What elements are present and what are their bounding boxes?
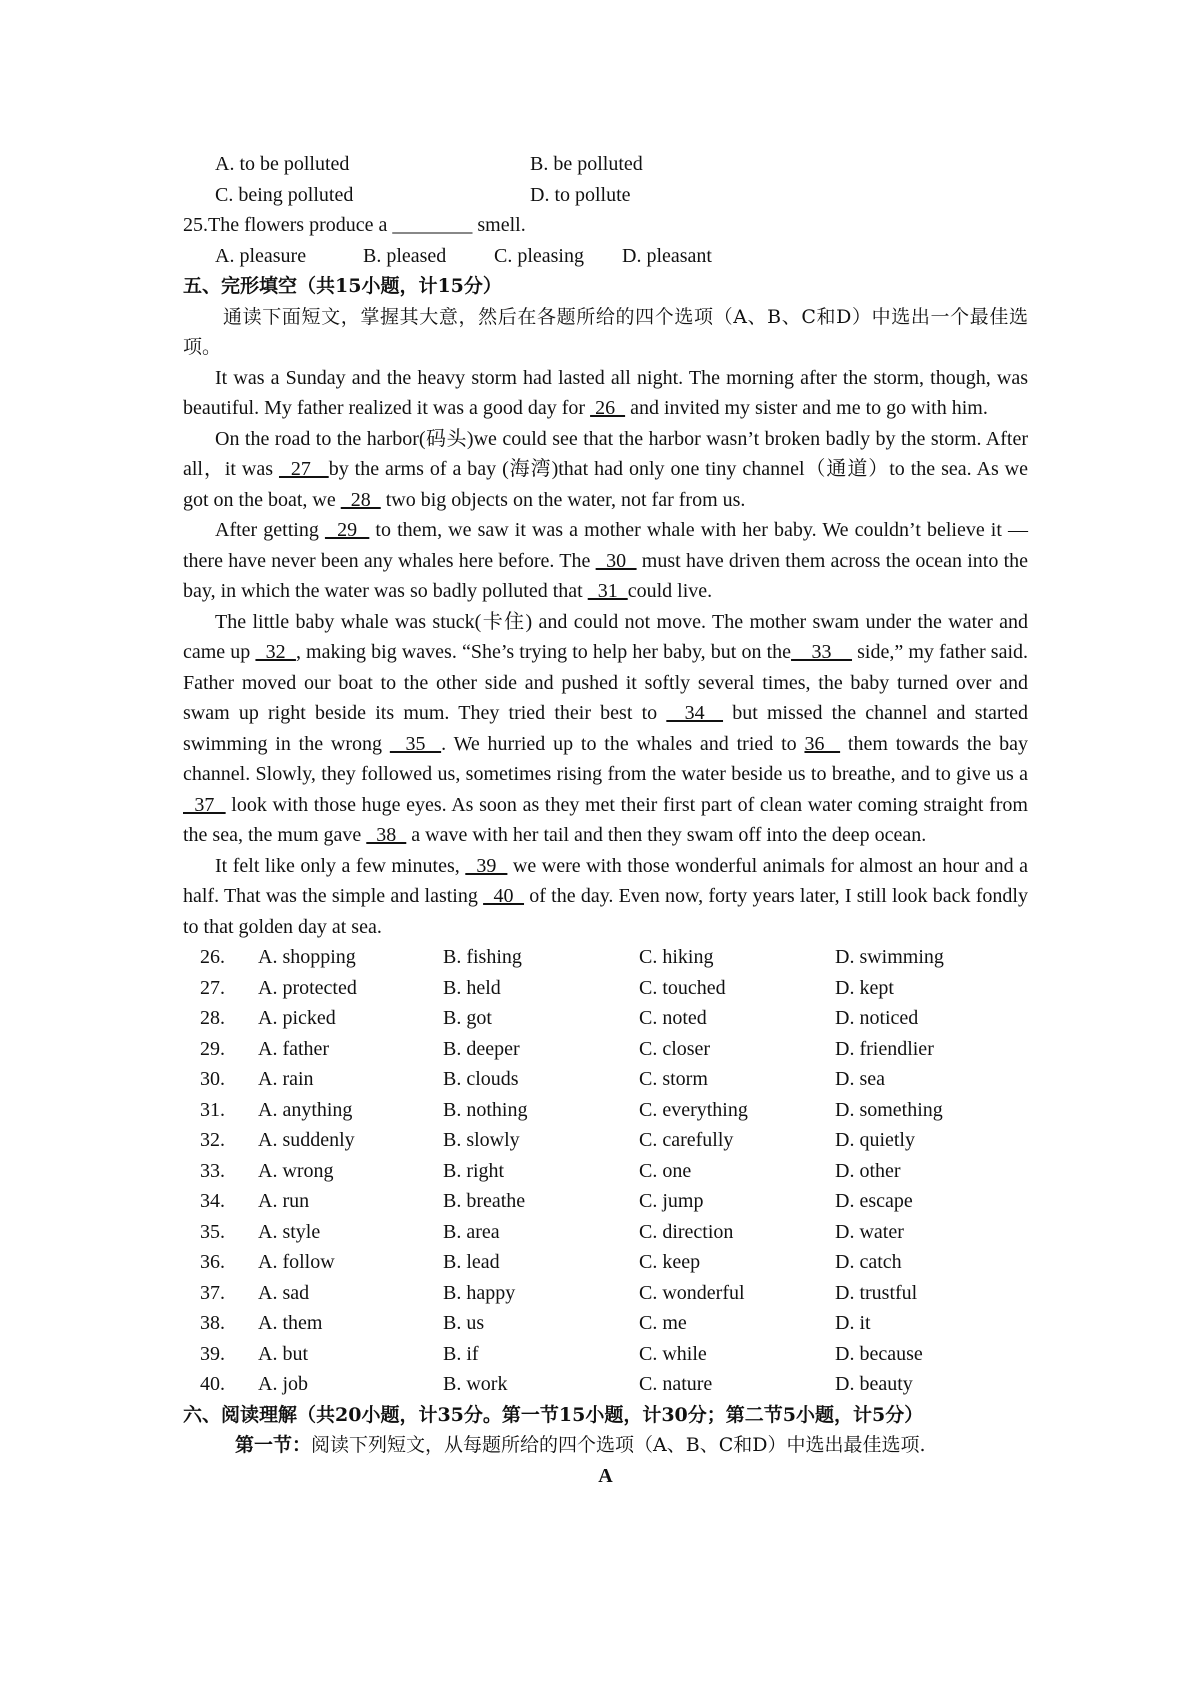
answer-option-c: C. everything <box>639 1098 748 1121</box>
answer-option-a: A. protected <box>258 976 357 999</box>
answer-option-d: D. quietly <box>835 1129 915 1151</box>
answer-row <box>183 1278 1028 1309</box>
blank-29: 29 <box>324 519 370 541</box>
answer-option-d: D. because <box>835 1342 923 1365</box>
answer-option-b: B. work <box>443 1373 508 1395</box>
q25-option-b: B. pleased <box>363 244 447 267</box>
answer-row <box>183 1034 1028 1065</box>
answer-row <box>183 1217 1028 1248</box>
answer-option-c: C. nature <box>639 1373 713 1395</box>
q25-option-d: D. pleasant <box>622 244 712 267</box>
answer-option-a: A. rain <box>258 1068 314 1090</box>
blank-38: 38 <box>366 824 407 846</box>
answer-option-a: A. but <box>258 1342 308 1365</box>
blank-37: 37 <box>183 793 226 816</box>
blank-27: 27 <box>278 458 329 480</box>
answer-option-b: B. deeper <box>443 1037 520 1060</box>
answer-option-a: A. sad <box>258 1281 310 1304</box>
answer-option-d: D. catch <box>835 1251 902 1273</box>
answer-option-b: B. held <box>443 976 501 999</box>
answer-option-c: C. wonderful <box>639 1281 745 1304</box>
answer-row <box>183 1064 1028 1095</box>
answer-option-b: B. us <box>443 1312 485 1334</box>
answer-option-b: B. right <box>443 1159 505 1182</box>
answer-number: 32. <box>200 1129 225 1151</box>
q24-option-d: D. to pollute <box>530 183 631 206</box>
q24-option-b: B. be polluted <box>530 153 643 175</box>
q25-option-a: A. pleasure <box>215 244 307 267</box>
section5-instruction: 通读下面短文，掌握其大意，然后在各题所给的四个选项（A、B、C和D）中选出一个最佳选项。 <box>183 305 1028 358</box>
answer-row <box>183 1308 1028 1339</box>
answer-option-a: A. anything <box>258 1098 353 1121</box>
section6-sub-label: 第一节： <box>235 1434 312 1456</box>
answer-number: 37. <box>200 1281 225 1304</box>
answer-row <box>183 1003 1028 1034</box>
answer-option-a: A. shopping <box>258 946 356 968</box>
answer-option-d: D. kept <box>835 976 894 999</box>
answer-option-c: C. one <box>639 1159 692 1182</box>
q25-option-c: C. pleasing <box>494 244 584 267</box>
answer-option-d: D. it <box>835 1312 871 1334</box>
answer-row <box>183 1339 1028 1370</box>
answer-option-b: B. happy <box>443 1281 516 1304</box>
answer-option-a: A. run <box>258 1190 310 1212</box>
section6-subsection <box>183 1430 1028 1461</box>
answer-row <box>183 1095 1028 1126</box>
blank-30: 30 <box>595 549 637 572</box>
blank-40: 40 <box>483 885 525 907</box>
answer-option-b: B. lead <box>443 1251 500 1273</box>
answer-number: 27. <box>200 976 225 999</box>
answer-option-d: D. sea <box>835 1068 885 1090</box>
answer-option-a: A. father <box>258 1037 330 1060</box>
answer-option-c: C. noted <box>639 1007 707 1029</box>
answer-option-a: A. follow <box>258 1251 335 1273</box>
blank-28: 28 <box>340 488 381 511</box>
passage-paragraph-5: It felt like only a few minutes, 39 we were with those wonderful animals for almost an hour and a half. That was the simple and lasting 40 of the day. Even now, forty years later, I still look back fondly to that golden day at sea. <box>183 854 1029 938</box>
answer-option-c: C. hiking <box>639 946 714 968</box>
answer-number: 40. <box>200 1373 225 1395</box>
answer-row <box>183 973 1028 1004</box>
q24-options-row-2 <box>183 180 1028 211</box>
answer-option-b: B. slowly <box>443 1129 520 1151</box>
answer-option-c: C. touched <box>639 976 726 999</box>
blank-32: 32 <box>255 641 296 663</box>
answer-row <box>183 1156 1028 1187</box>
answer-option-d: D. escape <box>835 1190 913 1212</box>
answer-number: 39. <box>200 1342 225 1365</box>
q24-options-row-1 <box>183 149 1028 180</box>
section6-sub-text: 阅读下列短文，从每题所给的四个选项（A、B、C和D）中选出最佳选项. <box>311 1434 926 1456</box>
q24-option-a: A. to be polluted <box>215 153 350 175</box>
answer-row <box>183 942 1028 973</box>
answer-option-d: D. friendlier <box>835 1037 934 1060</box>
q25-options <box>183 241 1028 272</box>
answer-option-c: C. carefully <box>639 1129 734 1151</box>
answer-option-c: C. direction <box>639 1220 734 1243</box>
blank-35: 35 <box>389 732 442 755</box>
passage-paragraph-2: On the road to the harbor(码头)we could see that the harbor wasn’t broken badly by the storm. After all，it was 27 by the arms of a bay (海湾)that had only one tiny channel（通道）to the sea. As we got on the boat, we 28 two big objects on the water, not far from us. <box>183 427 1028 511</box>
answer-option-c: C. closer <box>639 1037 711 1060</box>
blank-33: 33 <box>791 641 853 663</box>
answer-option-b: B. if <box>443 1342 479 1365</box>
passage-paragraph-1: It was a Sunday and the heavy storm had lasted all night. The morning after the storm, though, was beautiful. My father realized it was a good day for 26 and invited my sister and me to go with him. <box>183 366 1028 419</box>
blank-39: 39 <box>465 854 508 877</box>
blank-26: 26 <box>590 397 626 419</box>
answer-row <box>183 1369 1028 1400</box>
answer-options-list <box>183 942 1028 1400</box>
answer-option-d: D. water <box>835 1220 904 1243</box>
answer-option-a: A. job <box>258 1373 308 1395</box>
answer-option-d: D. beauty <box>835 1373 913 1395</box>
blank-36: 36 <box>804 732 841 755</box>
answer-number: 29. <box>200 1037 225 1060</box>
answer-number: 26. <box>200 946 225 968</box>
answer-number: 30. <box>200 1068 225 1090</box>
answer-row <box>183 1186 1028 1217</box>
blank-31: 31 <box>587 580 628 602</box>
answer-option-c: C. jump <box>639 1190 704 1212</box>
answer-option-c: C. me <box>639 1312 687 1334</box>
answer-option-a: A. wrong <box>258 1159 334 1182</box>
answer-row <box>183 1247 1028 1278</box>
answer-option-d: D. swimming <box>835 946 944 968</box>
section6-heading: 六、阅读理解（共20小题，计35分。第一节15小题，计30分；第二节5小题，计5分） <box>183 1403 924 1426</box>
answer-option-a: A. suddenly <box>258 1129 355 1151</box>
exam-page <box>183 149 1028 1491</box>
answer-option-d: D. other <box>835 1159 901 1182</box>
answer-number: 33. <box>200 1159 225 1182</box>
blank-34: 34 <box>666 702 724 724</box>
answer-number: 38. <box>200 1312 225 1334</box>
answer-number: 36. <box>200 1251 225 1273</box>
answer-option-d: D. something <box>835 1098 943 1121</box>
answer-option-b: B. got <box>443 1007 492 1029</box>
answer-option-b: B. clouds <box>443 1068 519 1090</box>
passage-paragraph-4: The little baby whale was stuck(卡住) and could not move. The mother swam under the water and came up 32 , making big waves. “She’s trying to help her baby, but on the 33 side,” my father said. Father moved our boat to the other side and pushed it softly several times, the baby turned over and swam up right beside its mum. They tried their best to 34 but missed the channel and started swimming in the wrong 35 . We hurried up to the whales and tried to 36 them towards the bay channel. Slowly, they followed us, sometimes rising from the water beside us to breathe, and to give us a 37 look with those huge eyes. As soon as they met their first part of clean water coming straight from the sea, the mum gave 38 a wave with her tail and then they swam off into the deep ocean. <box>183 610 1029 846</box>
answer-option-d: D. trustful <box>835 1281 918 1304</box>
q24-option-c: C. being polluted <box>215 183 354 206</box>
answer-option-b: B. area <box>443 1220 500 1243</box>
answer-option-c: C. keep <box>639 1251 701 1273</box>
answer-option-c: C. while <box>639 1342 707 1365</box>
answer-row <box>183 1125 1028 1156</box>
answer-option-b: B. breathe <box>443 1190 526 1212</box>
passage-letter: A <box>598 1464 613 1487</box>
answer-option-b: B. fishing <box>443 946 522 968</box>
answer-number: 35. <box>200 1220 225 1243</box>
answer-number: 28. <box>200 1007 225 1029</box>
answer-option-a: A. picked <box>258 1007 336 1029</box>
answer-option-c: C. storm <box>639 1068 708 1090</box>
section5-heading: 五、完形填空（共15小题，计15分） <box>183 275 502 297</box>
passage-paragraph-3: After getting 29 to them, we saw it was a mother whale with her baby. We couldn’t believe it —there have never been any whales here before. The 30 must have driven them across the ocean into the bay, in which the water was so badly polluted that 31 could live. <box>183 519 1029 602</box>
answer-option-b: B. nothing <box>443 1098 528 1121</box>
q25-stem: 25.The flowers produce a ________ smell. <box>183 214 526 236</box>
answer-option-a: A. them <box>258 1312 323 1334</box>
answer-option-d: D. noticed <box>835 1007 919 1029</box>
answer-option-a: A. style <box>258 1220 321 1243</box>
answer-number: 34. <box>200 1190 225 1212</box>
answer-number: 31. <box>200 1098 225 1121</box>
